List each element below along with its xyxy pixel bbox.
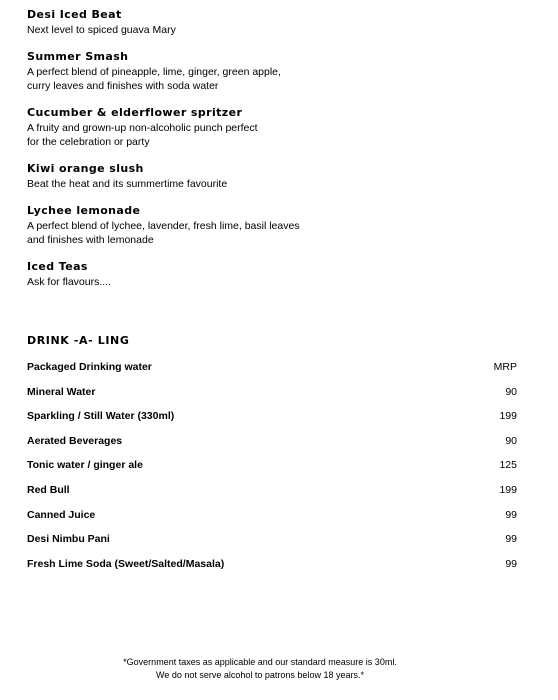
drink-item xyxy=(27,162,527,191)
footer-line-1: *Government taxes as applicable and our standard measure is 30ml. xyxy=(123,657,397,667)
drink-description: A perfect blend of pineapple, lime, ginger, green apple, curry leaves and finishes with soda water xyxy=(27,66,281,92)
price-row xyxy=(27,459,517,484)
section-title: DRINK -A- LING xyxy=(27,334,130,347)
price-row xyxy=(27,484,517,509)
price-item-name: Packaged Drinking water xyxy=(27,361,152,373)
price-row xyxy=(27,410,517,435)
drink-name: Lychee lemonade xyxy=(27,204,141,217)
drink-item xyxy=(27,50,527,93)
price-item-name: Red Bull xyxy=(27,483,70,496)
price-row xyxy=(27,361,517,386)
price-item-value: 99 xyxy=(505,533,517,546)
price-item-name: Aerated Beverages xyxy=(27,434,123,447)
drink-name: Summer Smash xyxy=(27,50,129,63)
price-item-value: 90 xyxy=(505,385,517,398)
price-row xyxy=(27,509,517,534)
price-item-name: Sparkling / Still Water (330ml) xyxy=(27,410,175,423)
price-item-value: 99 xyxy=(505,557,517,570)
price-item-value: 125 xyxy=(499,459,517,472)
price-item-value: 199 xyxy=(499,410,517,423)
drink-name: Iced Teas xyxy=(27,260,88,273)
price-row xyxy=(27,386,517,411)
drink-name: Kiwi orange slush xyxy=(27,162,144,175)
price-item-name: Tonic water / ginger ale xyxy=(27,459,143,472)
price-item-name: Fresh Lime Soda (Sweet/Salted/Masala) xyxy=(27,557,225,570)
drink-item xyxy=(27,260,527,289)
drink-item xyxy=(27,106,527,149)
price-item-value: MRP xyxy=(493,361,517,373)
price-row xyxy=(27,435,517,460)
drink-description: A fruity and grown-up non-alcoholic punch perfect for the celebration or party xyxy=(27,122,258,148)
price-item-name: Mineral Water xyxy=(27,385,96,398)
price-item-value: 90 xyxy=(505,434,517,447)
price-item-value: 99 xyxy=(505,508,517,521)
drink-description: Beat the heat and its summertime favourite xyxy=(27,178,228,190)
drink-item xyxy=(27,8,527,37)
drinks-list xyxy=(27,8,527,302)
drink-description: A perfect blend of lychee, lavender, fresh lime, basil leaves and finishes with lemonade xyxy=(27,220,300,246)
price-item-name: Desi Nimbu Pani xyxy=(27,533,110,546)
drink-description: Next level to spiced guava Mary xyxy=(27,24,176,36)
drink-item xyxy=(27,204,527,247)
footer-note xyxy=(0,656,520,682)
footer-line-2: We do not serve alcohol to patrons below 18 years.* xyxy=(156,670,364,680)
price-item-name: Canned Juice xyxy=(27,508,96,521)
drink-description: Ask for flavours.... xyxy=(27,276,112,288)
price-row xyxy=(27,558,517,583)
price-item-value: 199 xyxy=(499,483,517,496)
drink-name: Cucumber & elderflower spritzer xyxy=(27,106,243,119)
drink-name: Desi Iced Beat xyxy=(27,8,122,21)
price-list xyxy=(27,361,517,582)
price-row xyxy=(27,533,517,558)
